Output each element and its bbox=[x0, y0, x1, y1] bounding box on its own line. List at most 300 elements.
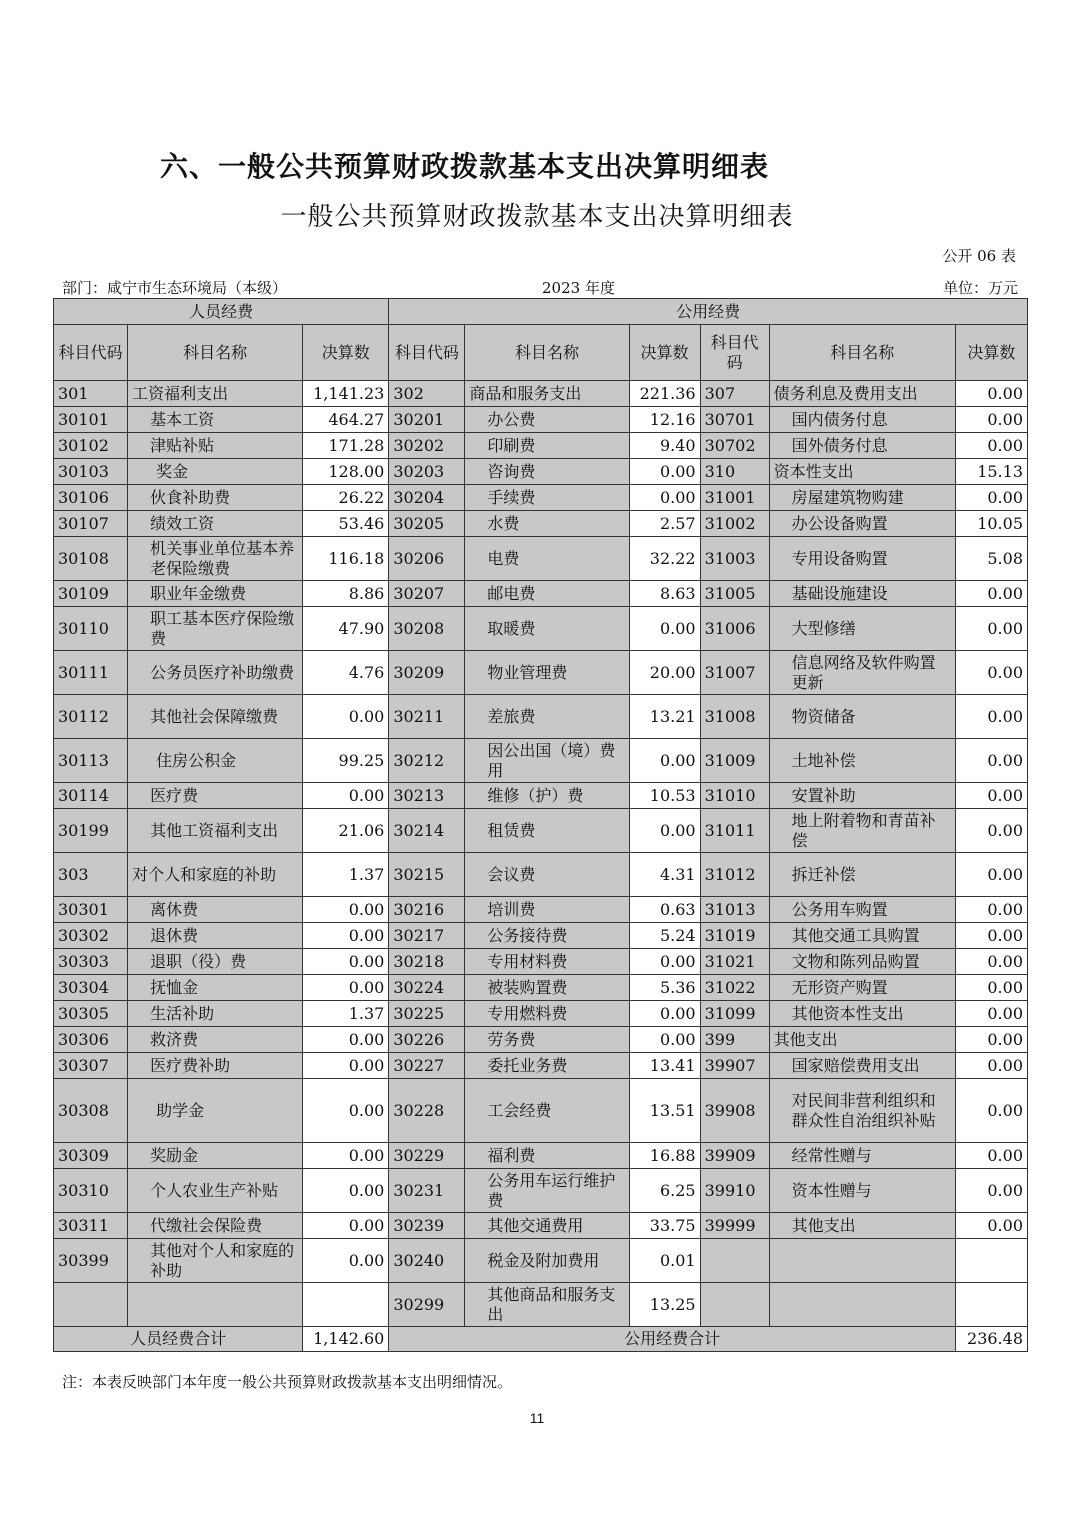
amount-cell: 171.28 bbox=[303, 433, 389, 459]
code-cell: 31005 bbox=[700, 581, 769, 607]
expenditure-table bbox=[53, 298, 1028, 1352]
name-cell: 机关事业单位基本养老保险缴费 bbox=[128, 537, 303, 581]
table-row bbox=[54, 1079, 1028, 1143]
code-cell bbox=[700, 1239, 769, 1283]
section-public: 公用经费 bbox=[389, 299, 1028, 325]
amount-cell bbox=[955, 1283, 1027, 1327]
amount-cell: 26.22 bbox=[303, 485, 389, 511]
code-cell: 30224 bbox=[389, 975, 465, 1001]
name-cell: 国家赔偿费用支出 bbox=[769, 1053, 955, 1079]
table-row bbox=[54, 537, 1028, 581]
code-cell: 30217 bbox=[389, 923, 465, 949]
code-cell: 30212 bbox=[389, 739, 465, 783]
amount-cell bbox=[955, 1239, 1027, 1283]
table-row bbox=[54, 485, 1028, 511]
amount-cell: 33.75 bbox=[629, 1213, 700, 1239]
name-cell: 津贴补贴 bbox=[128, 433, 303, 459]
name-cell: 债务利息及费用支出 bbox=[769, 381, 955, 407]
name-cell: 办公费 bbox=[465, 407, 629, 433]
amount-cell: 0.00 bbox=[303, 923, 389, 949]
code-cell: 31021 bbox=[700, 949, 769, 975]
code-cell: 31001 bbox=[700, 485, 769, 511]
code-cell: 303 bbox=[54, 853, 128, 897]
table-row bbox=[54, 809, 1028, 853]
amount-cell: 0.00 bbox=[303, 1079, 389, 1143]
name-cell: 医疗费补助 bbox=[128, 1053, 303, 1079]
unit-label: 单位：万元 bbox=[942, 279, 1018, 297]
amount-cell: 0.00 bbox=[955, 739, 1027, 783]
name-cell: 专用设备购置 bbox=[769, 537, 955, 581]
code-cell: 31007 bbox=[700, 651, 769, 695]
amount-cell: 8.63 bbox=[629, 581, 700, 607]
header-code: 科目代码 bbox=[700, 325, 769, 381]
code-cell: 31008 bbox=[700, 695, 769, 739]
name-cell: 被装购置费 bbox=[465, 975, 629, 1001]
code-cell: 30103 bbox=[54, 459, 128, 485]
code-cell: 30213 bbox=[389, 783, 465, 809]
code-cell: 30202 bbox=[389, 433, 465, 459]
header-amount: 决算数 bbox=[955, 325, 1027, 381]
name-cell: 离休费 bbox=[128, 897, 303, 923]
name-cell: 住房公积金 bbox=[128, 739, 303, 783]
code-cell: 30109 bbox=[54, 581, 128, 607]
table-row bbox=[54, 651, 1028, 695]
code-cell: 30302 bbox=[54, 923, 128, 949]
table-row bbox=[54, 975, 1028, 1001]
table-row bbox=[54, 511, 1028, 537]
table-row bbox=[54, 1027, 1028, 1053]
amount-cell: 32.22 bbox=[629, 537, 700, 581]
name-cell: 其他对个人和家庭的补助 bbox=[128, 1239, 303, 1283]
amount-cell: 0.00 bbox=[303, 1027, 389, 1053]
amount-cell: 0.00 bbox=[629, 809, 700, 853]
amount-cell: 0.00 bbox=[955, 923, 1027, 949]
amount-cell: 0.00 bbox=[303, 1213, 389, 1239]
name-cell: 奖金 bbox=[128, 459, 303, 485]
name-cell: 邮电费 bbox=[465, 581, 629, 607]
code-cell: 30299 bbox=[389, 1283, 465, 1327]
page-title: 六、一般公共预算财政拨款基本支出决算明细表 bbox=[160, 150, 770, 183]
name-cell: 会议费 bbox=[465, 853, 629, 897]
table-row bbox=[54, 381, 1028, 407]
table-row bbox=[54, 1283, 1028, 1327]
code-cell: 30201 bbox=[389, 407, 465, 433]
name-cell: 基础设施建设 bbox=[769, 581, 955, 607]
code-cell: 30702 bbox=[700, 433, 769, 459]
table-row bbox=[54, 459, 1028, 485]
code-cell: 31022 bbox=[700, 975, 769, 1001]
table-body bbox=[54, 381, 1028, 1327]
amount-cell: 13.41 bbox=[629, 1053, 700, 1079]
name-cell: 办公设备购置 bbox=[769, 511, 955, 537]
personnel-total-label: 人员经费合计 bbox=[54, 1327, 303, 1352]
amount-cell: 0.00 bbox=[955, 581, 1027, 607]
code-cell: 30225 bbox=[389, 1001, 465, 1027]
name-cell: 委托业务费 bbox=[465, 1053, 629, 1079]
code-cell: 30305 bbox=[54, 1001, 128, 1027]
code-cell: 30239 bbox=[389, 1213, 465, 1239]
section-personnel: 人员经费 bbox=[54, 299, 389, 325]
amount-cell: 0.00 bbox=[303, 1143, 389, 1169]
name-cell: 大型修缮 bbox=[769, 607, 955, 651]
code-cell: 30107 bbox=[54, 511, 128, 537]
name-cell: 对个人和家庭的补助 bbox=[128, 853, 303, 897]
amount-cell: 0.00 bbox=[955, 1169, 1027, 1213]
amount-cell: 99.25 bbox=[303, 739, 389, 783]
name-cell: 国内债务付息 bbox=[769, 407, 955, 433]
amount-cell: 0.00 bbox=[955, 897, 1027, 923]
amount-cell: 21.06 bbox=[303, 809, 389, 853]
name-cell: 其他资本性支出 bbox=[769, 1001, 955, 1027]
name-cell: 基本工资 bbox=[128, 407, 303, 433]
name-cell: 文物和陈列品购置 bbox=[769, 949, 955, 975]
amount-cell: 0.00 bbox=[955, 381, 1027, 407]
amount-cell: 0.00 bbox=[955, 853, 1027, 897]
code-cell: 30307 bbox=[54, 1053, 128, 1079]
amount-cell: 128.00 bbox=[303, 459, 389, 485]
amount-cell: 0.01 bbox=[629, 1239, 700, 1283]
name-cell: 其他支出 bbox=[769, 1027, 955, 1053]
name-cell: 其他商品和服务支出 bbox=[465, 1283, 629, 1327]
code-cell: 30106 bbox=[54, 485, 128, 511]
code-cell: 30207 bbox=[389, 581, 465, 607]
code-cell: 302 bbox=[389, 381, 465, 407]
amount-cell: 0.00 bbox=[955, 975, 1027, 1001]
code-cell: 30301 bbox=[54, 897, 128, 923]
code-cell: 30214 bbox=[389, 809, 465, 853]
code-cell: 39999 bbox=[700, 1213, 769, 1239]
name-cell: 劳务费 bbox=[465, 1027, 629, 1053]
table-row bbox=[54, 1053, 1028, 1079]
name-cell: 其他支出 bbox=[769, 1213, 955, 1239]
code-cell: 310 bbox=[700, 459, 769, 485]
name-cell: 咨询费 bbox=[465, 459, 629, 485]
code-cell: 307 bbox=[700, 381, 769, 407]
name-cell: 退职（役）费 bbox=[128, 949, 303, 975]
amount-cell: 0.00 bbox=[629, 1027, 700, 1053]
amount-cell: 4.76 bbox=[303, 651, 389, 695]
page-number: 11 bbox=[529, 1410, 545, 1426]
header-name: 科目名称 bbox=[769, 325, 955, 381]
table-row bbox=[54, 433, 1028, 459]
name-cell: 土地补偿 bbox=[769, 739, 955, 783]
code-cell: 39910 bbox=[700, 1169, 769, 1213]
name-cell: 退休费 bbox=[128, 923, 303, 949]
table-row bbox=[54, 1001, 1028, 1027]
name-cell: 水费 bbox=[465, 511, 629, 537]
header-amount: 决算数 bbox=[629, 325, 700, 381]
code-cell: 30102 bbox=[54, 433, 128, 459]
code-cell: 30112 bbox=[54, 695, 128, 739]
name-cell: 其他交通工具购置 bbox=[769, 923, 955, 949]
name-cell: 商品和服务支出 bbox=[465, 381, 629, 407]
amount-cell: 8.86 bbox=[303, 581, 389, 607]
name-cell: 专用材料费 bbox=[465, 949, 629, 975]
table-row bbox=[54, 923, 1028, 949]
code-cell: 39909 bbox=[700, 1143, 769, 1169]
amount-cell: 10.53 bbox=[629, 783, 700, 809]
code-cell: 399 bbox=[700, 1027, 769, 1053]
code-cell: 39907 bbox=[700, 1053, 769, 1079]
amount-cell: 0.00 bbox=[629, 607, 700, 651]
code-cell: 30111 bbox=[54, 651, 128, 695]
name-cell: 租赁费 bbox=[465, 809, 629, 853]
name-cell: 代缴社会保险费 bbox=[128, 1213, 303, 1239]
table-row bbox=[54, 695, 1028, 739]
name-cell: 伙食补助费 bbox=[128, 485, 303, 511]
name-cell: 国外债务付息 bbox=[769, 433, 955, 459]
amount-cell: 0.00 bbox=[955, 485, 1027, 511]
table-row bbox=[54, 607, 1028, 651]
department-label: 部门：咸宁市生态环境局（本级） bbox=[62, 279, 288, 297]
amount-cell: 6.25 bbox=[629, 1169, 700, 1213]
amount-cell: 10.05 bbox=[955, 511, 1027, 537]
code-cell: 30216 bbox=[389, 897, 465, 923]
code-cell: 30306 bbox=[54, 1027, 128, 1053]
amount-cell: 5.08 bbox=[955, 537, 1027, 581]
name-cell: 拆迁补偿 bbox=[769, 853, 955, 897]
amount-cell: 464.27 bbox=[303, 407, 389, 433]
amount-cell: 4.31 bbox=[629, 853, 700, 897]
code-cell bbox=[54, 1283, 128, 1327]
amount-cell: 12.16 bbox=[629, 407, 700, 433]
name-cell: 电费 bbox=[465, 537, 629, 581]
amount-cell: 0.00 bbox=[629, 949, 700, 975]
amount-cell: 0.00 bbox=[955, 1213, 1027, 1239]
amount-cell: 0.00 bbox=[629, 459, 700, 485]
name-cell: 差旅费 bbox=[465, 695, 629, 739]
table-row bbox=[54, 1239, 1028, 1283]
amount-cell: 2.57 bbox=[629, 511, 700, 537]
name-cell: 助学金 bbox=[128, 1079, 303, 1143]
name-cell: 培训费 bbox=[465, 897, 629, 923]
amount-cell: 13.51 bbox=[629, 1079, 700, 1143]
name-cell: 维修（护）费 bbox=[465, 783, 629, 809]
header-name: 科目名称 bbox=[128, 325, 303, 381]
code-cell: 30113 bbox=[54, 739, 128, 783]
code-cell: 39908 bbox=[700, 1079, 769, 1143]
amount-cell: 0.00 bbox=[303, 975, 389, 1001]
public-total-label: 公用经费合计 bbox=[389, 1327, 955, 1352]
amount-cell: 16.88 bbox=[629, 1143, 700, 1169]
code-cell: 30228 bbox=[389, 1079, 465, 1143]
amount-cell: 0.00 bbox=[303, 1169, 389, 1213]
name-cell: 无形资产购置 bbox=[769, 975, 955, 1001]
name-cell: 工会经费 bbox=[465, 1079, 629, 1143]
code-cell: 30226 bbox=[389, 1027, 465, 1053]
form-code: 公开 06 表 bbox=[942, 247, 1016, 265]
amount-cell: 221.36 bbox=[629, 381, 700, 407]
amount-cell: 15.13 bbox=[955, 459, 1027, 485]
code-cell: 30304 bbox=[54, 975, 128, 1001]
name-cell: 个人农业生产补贴 bbox=[128, 1169, 303, 1213]
amount-cell: 0.00 bbox=[955, 1027, 1027, 1053]
name-cell: 生活补助 bbox=[128, 1001, 303, 1027]
personnel-total-value: 1,142.60 bbox=[303, 1327, 389, 1352]
amount-cell: 53.46 bbox=[303, 511, 389, 537]
name-cell: 资本性支出 bbox=[769, 459, 955, 485]
amount-cell: 1.37 bbox=[303, 1001, 389, 1027]
name-cell: 资本性赠与 bbox=[769, 1169, 955, 1213]
name-cell: 取暖费 bbox=[465, 607, 629, 651]
table-row bbox=[54, 783, 1028, 809]
code-cell: 30240 bbox=[389, 1239, 465, 1283]
amount-cell: 5.36 bbox=[629, 975, 700, 1001]
amount-cell: 47.90 bbox=[303, 607, 389, 651]
name-cell: 信息网络及软件购置更新 bbox=[769, 651, 955, 695]
code-cell: 31002 bbox=[700, 511, 769, 537]
amount-cell: 0.00 bbox=[955, 607, 1027, 651]
name-cell: 地上附着物和青苗补偿 bbox=[769, 809, 955, 853]
amount-cell: 0.00 bbox=[303, 783, 389, 809]
code-cell: 30209 bbox=[389, 651, 465, 695]
name-cell: 公务接待费 bbox=[465, 923, 629, 949]
name-cell: 专用燃料费 bbox=[465, 1001, 629, 1027]
code-cell: 31003 bbox=[700, 537, 769, 581]
table-row bbox=[54, 407, 1028, 433]
name-cell: 奖励金 bbox=[128, 1143, 303, 1169]
table-row bbox=[54, 1169, 1028, 1213]
code-cell: 31006 bbox=[700, 607, 769, 651]
amount-cell: 13.21 bbox=[629, 695, 700, 739]
code-cell: 30311 bbox=[54, 1213, 128, 1239]
code-cell: 30110 bbox=[54, 607, 128, 651]
amount-cell: 0.00 bbox=[955, 651, 1027, 695]
code-cell: 30114 bbox=[54, 783, 128, 809]
code-cell: 30309 bbox=[54, 1143, 128, 1169]
name-cell bbox=[769, 1239, 955, 1283]
name-cell: 印刷费 bbox=[465, 433, 629, 459]
code-cell: 30211 bbox=[389, 695, 465, 739]
public-total-value: 236.48 bbox=[955, 1327, 1027, 1352]
table-row bbox=[54, 1143, 1028, 1169]
name-cell bbox=[128, 1283, 303, 1327]
code-cell: 30229 bbox=[389, 1143, 465, 1169]
table-row bbox=[54, 853, 1028, 897]
amount-cell: 0.00 bbox=[955, 407, 1027, 433]
code-cell: 31011 bbox=[700, 809, 769, 853]
amount-cell: 5.24 bbox=[629, 923, 700, 949]
code-cell: 30108 bbox=[54, 537, 128, 581]
amount-cell: 0.00 bbox=[303, 1239, 389, 1283]
amount-cell: 0.00 bbox=[955, 783, 1027, 809]
header-code: 科目代码 bbox=[54, 325, 128, 381]
name-cell: 物资储备 bbox=[769, 695, 955, 739]
name-cell: 抚恤金 bbox=[128, 975, 303, 1001]
amount-cell: 0.00 bbox=[629, 485, 700, 511]
name-cell: 对民间非营利组织和群众性自治组织补贴 bbox=[769, 1079, 955, 1143]
code-cell: 31012 bbox=[700, 853, 769, 897]
amount-cell: 0.00 bbox=[629, 1001, 700, 1027]
name-cell: 安置补助 bbox=[769, 783, 955, 809]
code-cell: 30399 bbox=[54, 1239, 128, 1283]
name-cell: 绩效工资 bbox=[128, 511, 303, 537]
year-label: 2023 年度 bbox=[542, 279, 615, 297]
table-row bbox=[54, 581, 1028, 607]
name-cell: 手续费 bbox=[465, 485, 629, 511]
code-cell: 30204 bbox=[389, 485, 465, 511]
name-cell: 物业管理费 bbox=[465, 651, 629, 695]
amount-cell: 0.00 bbox=[629, 739, 700, 783]
name-cell: 工资福利支出 bbox=[128, 381, 303, 407]
name-cell: 公务用车购置 bbox=[769, 897, 955, 923]
name-cell: 其他交通费用 bbox=[465, 1213, 629, 1239]
amount-cell: 20.00 bbox=[629, 651, 700, 695]
name-cell: 福利费 bbox=[465, 1143, 629, 1169]
code-cell: 30701 bbox=[700, 407, 769, 433]
code-cell: 30231 bbox=[389, 1169, 465, 1213]
name-cell: 因公出国（境）费用 bbox=[465, 739, 629, 783]
header-name: 科目名称 bbox=[465, 325, 629, 381]
amount-cell: 0.00 bbox=[955, 695, 1027, 739]
header-amount: 决算数 bbox=[303, 325, 389, 381]
name-cell: 房屋建筑物购建 bbox=[769, 485, 955, 511]
name-cell: 税金及附加费用 bbox=[465, 1239, 629, 1283]
code-cell: 301 bbox=[54, 381, 128, 407]
code-cell: 30215 bbox=[389, 853, 465, 897]
code-cell: 30206 bbox=[389, 537, 465, 581]
code-cell: 31099 bbox=[700, 1001, 769, 1027]
code-cell: 30208 bbox=[389, 607, 465, 651]
name-cell: 公务用车运行维护费 bbox=[465, 1169, 629, 1213]
amount-cell: 0.00 bbox=[303, 897, 389, 923]
amount-cell: 13.25 bbox=[629, 1283, 700, 1327]
amount-cell: 0.63 bbox=[629, 897, 700, 923]
code-cell: 30308 bbox=[54, 1079, 128, 1143]
name-cell: 救济费 bbox=[128, 1027, 303, 1053]
amount-cell: 0.00 bbox=[955, 1079, 1027, 1143]
amount-cell: 0.00 bbox=[955, 1053, 1027, 1079]
name-cell: 职工基本医疗保险缴费 bbox=[128, 607, 303, 651]
table-row bbox=[54, 1213, 1028, 1239]
name-cell bbox=[769, 1283, 955, 1327]
code-cell: 30303 bbox=[54, 949, 128, 975]
name-cell: 医疗费 bbox=[128, 783, 303, 809]
amount-cell: 0.00 bbox=[955, 1001, 1027, 1027]
table-row bbox=[54, 739, 1028, 783]
header-code: 科目代码 bbox=[389, 325, 465, 381]
amount-cell: 0.00 bbox=[955, 433, 1027, 459]
name-cell: 其他工资福利支出 bbox=[128, 809, 303, 853]
amount-cell: 0.00 bbox=[955, 809, 1027, 853]
amount-cell: 0.00 bbox=[303, 949, 389, 975]
footnote: 注：本表反映部门本年度一般公共预算财政拨款基本支出明细情况。 bbox=[62, 1373, 513, 1391]
amount-cell: 0.00 bbox=[303, 1053, 389, 1079]
amount-cell: 0.00 bbox=[955, 1143, 1027, 1169]
code-cell: 31010 bbox=[700, 783, 769, 809]
amount-cell: 0.00 bbox=[955, 949, 1027, 975]
code-cell: 30227 bbox=[389, 1053, 465, 1079]
amount-cell: 1,141.23 bbox=[303, 381, 389, 407]
amount-cell bbox=[303, 1283, 389, 1327]
code-cell: 30310 bbox=[54, 1169, 128, 1213]
table-row bbox=[54, 949, 1028, 975]
amount-cell: 0.00 bbox=[303, 695, 389, 739]
table-title: 一般公共预算财政拨款基本支出决算明细表 bbox=[280, 202, 794, 232]
code-cell: 30101 bbox=[54, 407, 128, 433]
name-cell: 公务员医疗补助缴费 bbox=[128, 651, 303, 695]
code-cell: 30205 bbox=[389, 511, 465, 537]
table-row bbox=[54, 897, 1028, 923]
code-cell: 30199 bbox=[54, 809, 128, 853]
name-cell: 其他社会保障缴费 bbox=[128, 695, 303, 739]
amount-cell: 1.37 bbox=[303, 853, 389, 897]
amount-cell: 9.40 bbox=[629, 433, 700, 459]
code-cell: 30203 bbox=[389, 459, 465, 485]
code-cell: 30218 bbox=[389, 949, 465, 975]
code-cell: 31013 bbox=[700, 897, 769, 923]
code-cell: 31009 bbox=[700, 739, 769, 783]
